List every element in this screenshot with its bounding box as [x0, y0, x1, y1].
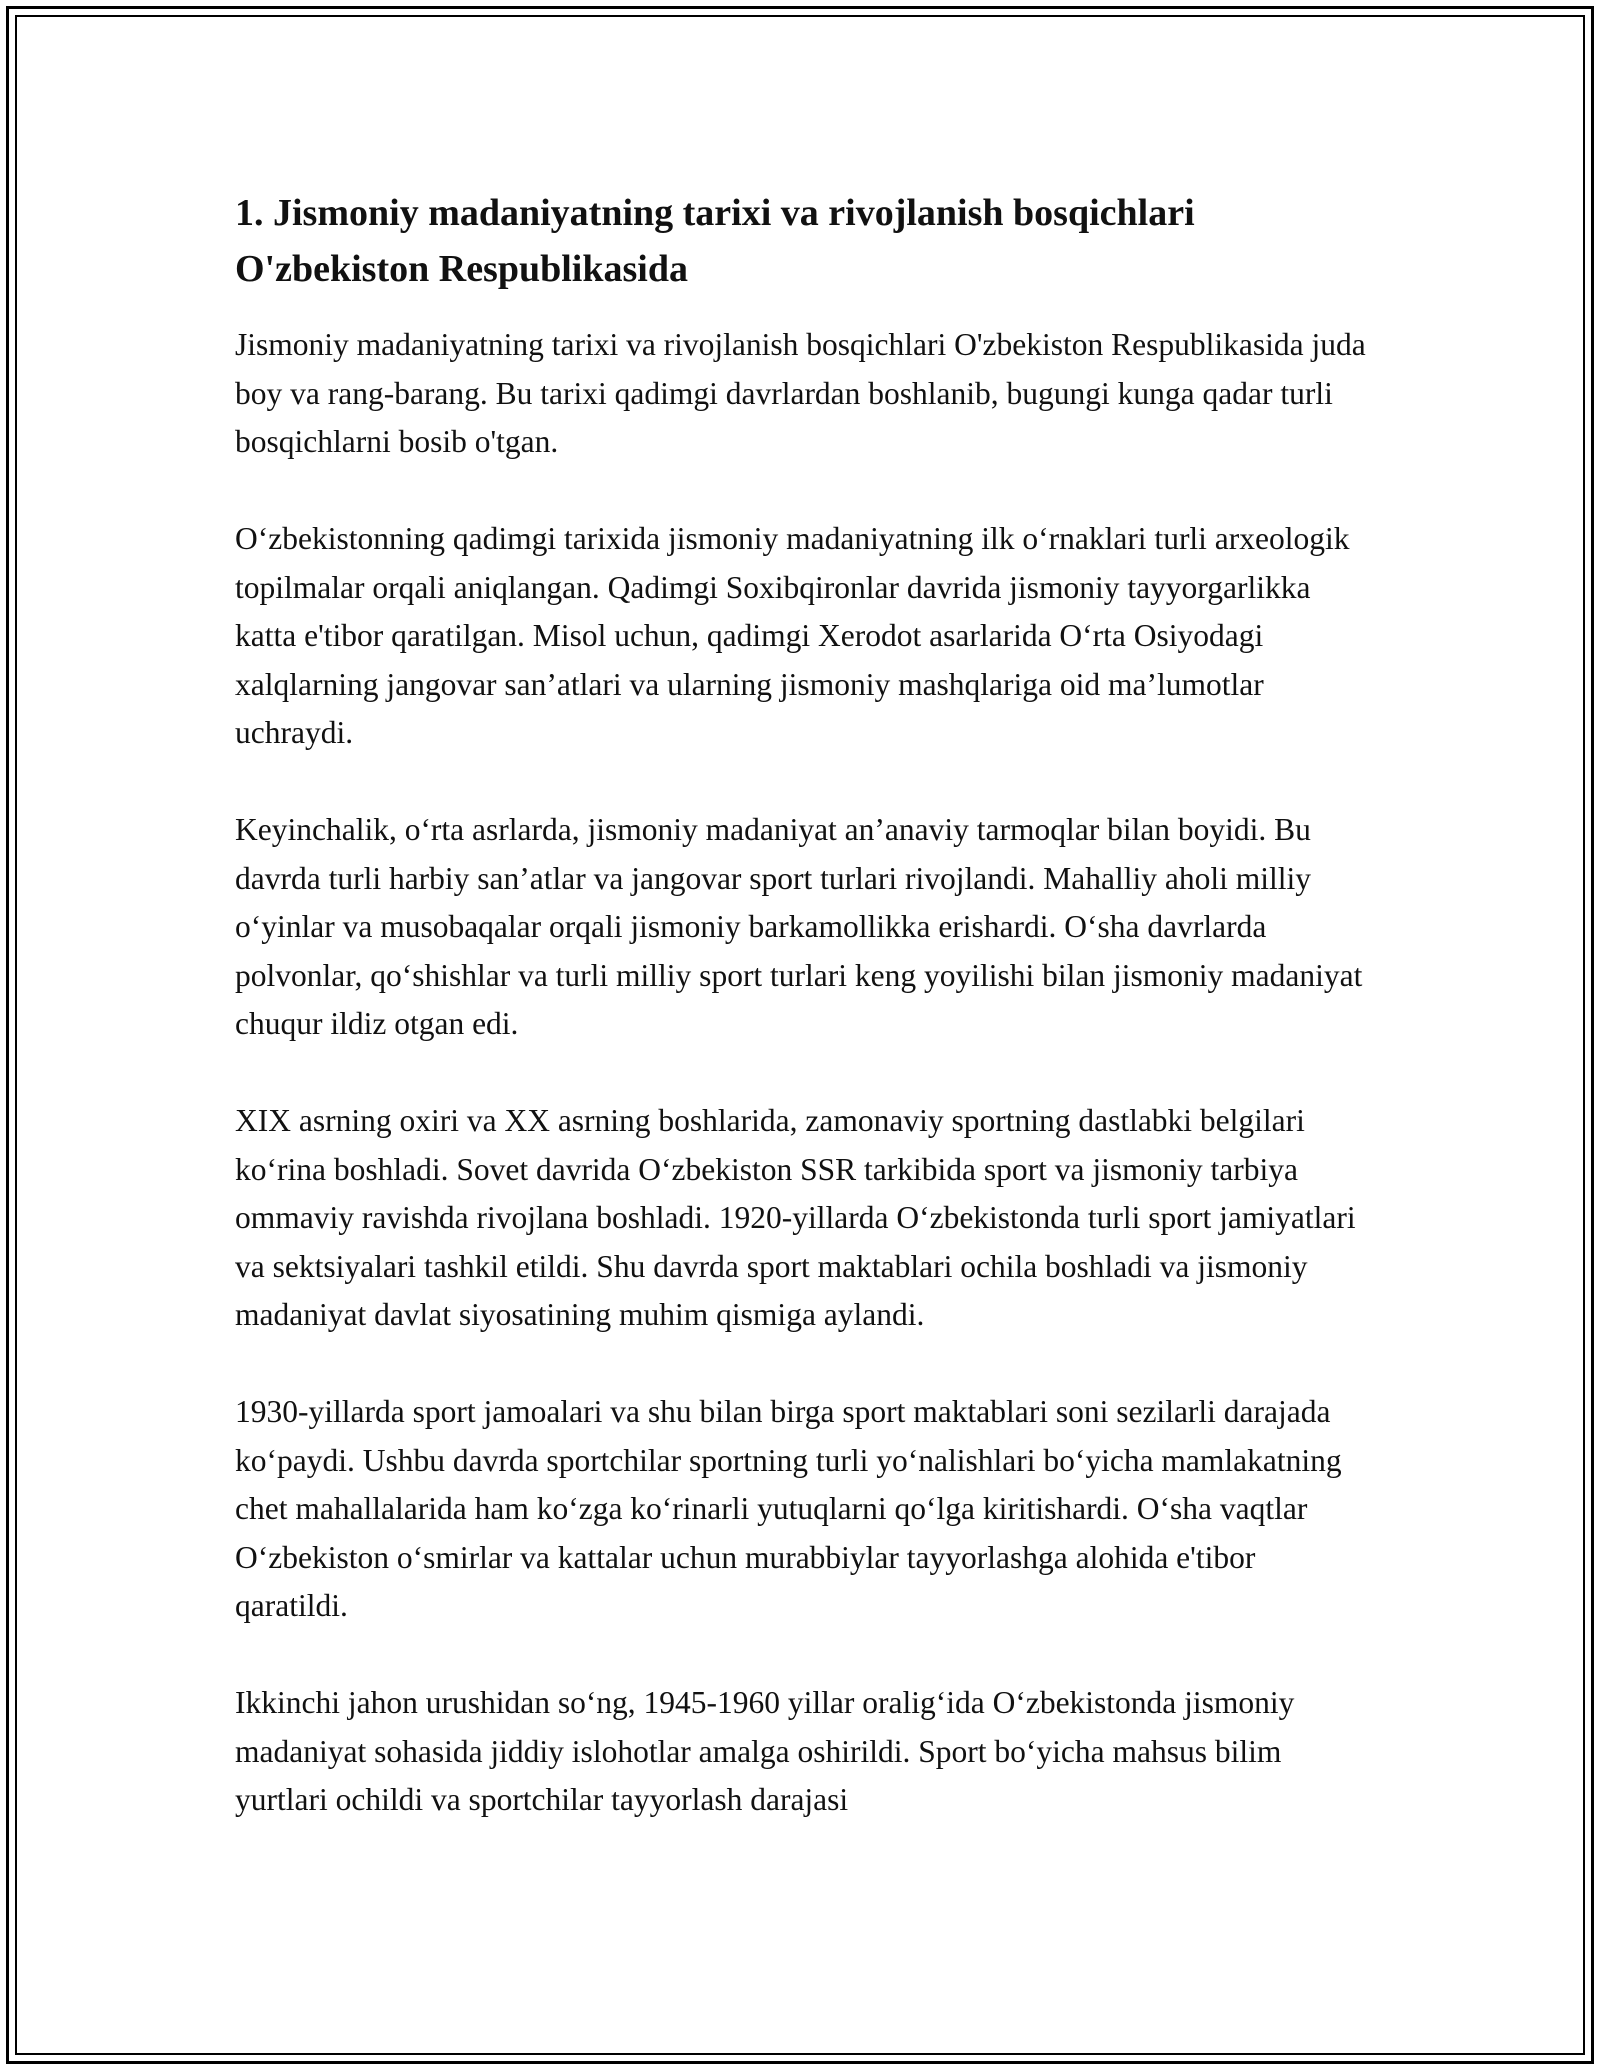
document-body	[235, 185, 1375, 1873]
paragraph-1930s: 1930-yillarda sport jamoalari va shu bilan birga sport maktablari soni sezilarli darajada ko‘paydi. Ushbu davrda sportchilar sportning turli yo‘nalishlari bo‘yicha mamlakatning chet mahallalarida ham ko‘zga ko‘rinarli yutuqlarni qo‘lga kiritishardi. O‘sha vaqtlar O‘zbekiston o‘smirlar va kattalar uchun murabbiylar tayyorlashga alohida e'tibor qaratildi.	[235, 1394, 1342, 1623]
paragraph-ancient-history: O‘zbekistonning qadimgi tarixida jismoniy madaniyatning ilk o‘rnaklari turli arxeologik topilmalar orqali aniqlangan. Qadimgi Soxibqironlar davrida jismoniy tayyorgarlikka katta e'tibor qaratilgan. Misol uchun, qadimgi Xerodot asarlarida O‘rta Osiyodagi xalqlarning jangovar san’atlari va ularning jismoniy mashqlariga oid ma’lumotlar uchraydi.	[235, 521, 1350, 750]
paragraph-soviet-era: XIX asrning oxiri va XX asrning boshlarida, zamonaviy sportning dastlabki belgilari ko‘rina boshladi. Sovet davrida O‘zbekiston SSR tarkibida sport va jismoniy tarbiya ommaviy ravishda rivojlana boshladi. 1920-yillarda O‘zbekistonda turli sport jamiyatlari va sektsiyalari tashkil etildi. Shu davrda sport maktablari ochila boshladi va jismoniy madaniyat davlat siyosatining muhim qismiga aylandi.	[235, 1103, 1356, 1332]
paragraph-post-war: Ikkinchi jahon urushidan so‘ng, 1945-1960 yillar oralig‘ida O‘zbekistonda jismoniy madaniyat sohasida jiddiy islohotlar amalga oshirildi. Sport bo‘yicha mahsus bilim yurtlari ochildi va sportchilar tayyorlash darajasi	[235, 1685, 1295, 1817]
document-title: 1. Jismoniy madaniyatning tarixi va rivojlanish bosqichlari O'zbekiston Respublikasida	[235, 192, 1195, 290]
paragraph-intro: Jismoniy madaniyatning tarixi va rivojlanish bosqichlari O'zbekiston Respublikasida juda boy va rang-barang. Bu tarixi qadimgi davrlardan boshlanib, bugungi kunga qadar turli bosqichlarni bosib o'tgan.	[235, 327, 1366, 459]
paragraph-middle-ages: Keyinchalik, o‘rta asrlarda, jismoniy madaniyat an’anaviy tarmoqlar bilan boyidi. Bu davrda turli harbiy san’atlar va jangovar sport turlari rivojlandi. Mahalliy aholi milliy o‘yinlar va musobaqalar orqali jismoniy barkamollikka erishardi. O‘sha davrlarda polvonlar, qo‘shishlar va turli milliy sport turlari keng yoyilishi bilan jismoniy madaniyat chuqur ildiz otgan edi.	[235, 812, 1363, 1041]
